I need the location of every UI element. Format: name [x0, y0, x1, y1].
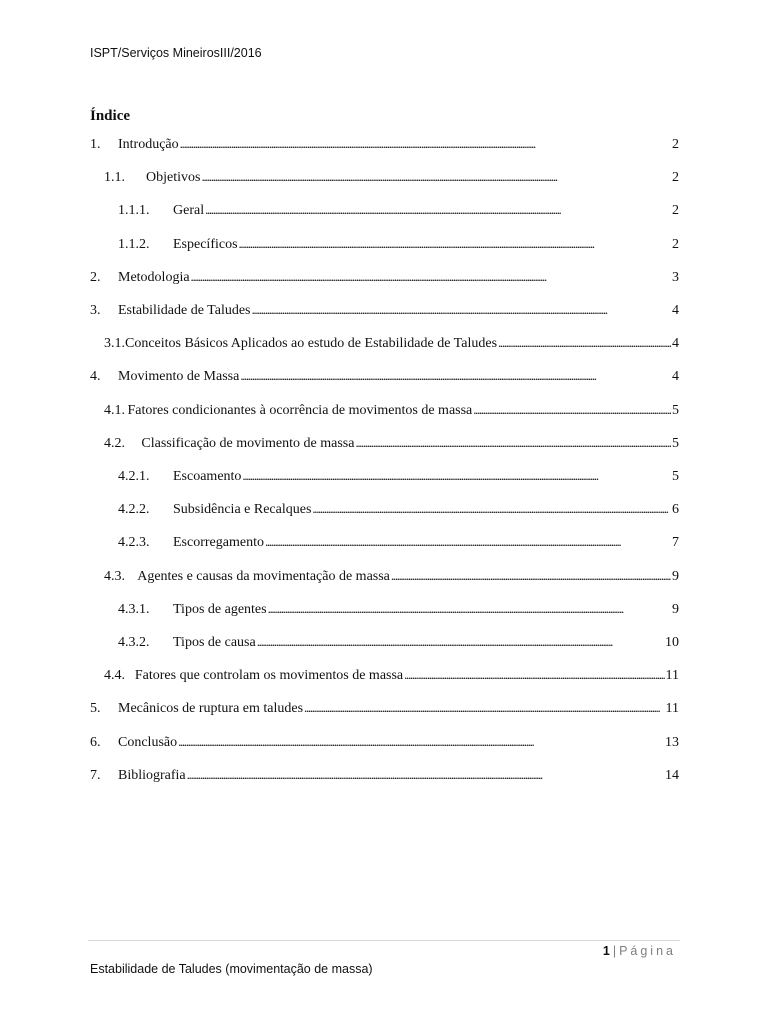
- toc-entry-label: Fatores condicionantes à ocorrência de movimentos de massa: [127, 402, 473, 418]
- toc-entry-page: 14: [665, 767, 679, 783]
- toc-entry-number: 4.2.2.: [118, 502, 150, 518]
- toc-leader-dots: [498, 335, 671, 352]
- toc-entry[interactable]: [90, 302, 679, 320]
- toc-entry-number: 4.3.: [104, 568, 125, 584]
- toc-entry-page: 13: [665, 734, 679, 750]
- toc-entry-number: 1.: [90, 137, 101, 152]
- toc-entry-label: Específicos: [173, 236, 238, 252]
- toc-entry-label: Agentes e causas da movimentação de massa: [137, 568, 390, 584]
- toc-entry-page: 2: [672, 137, 679, 152]
- toc-entry-number: 5.: [90, 701, 101, 717]
- toc-entry-page: 2: [672, 203, 679, 219]
- toc-entry[interactable]: [90, 269, 679, 287]
- toc-entry-label: Escoamento: [173, 469, 242, 484]
- toc-entry-page: 5: [672, 402, 679, 418]
- toc-leader-dots: [404, 667, 664, 684]
- toc-entry-number: 4.4.: [104, 668, 125, 684]
- toc-entry-page: 3: [672, 269, 679, 285]
- toc-entry-page: 6: [672, 502, 679, 518]
- toc-entry-number: 1.1.1.: [118, 203, 150, 219]
- toc-entry-label: Objetivos: [146, 170, 201, 186]
- toc-entry-number: 4.1.: [104, 402, 125, 418]
- toc-entry[interactable]: [90, 368, 679, 386]
- toc-leader-dots: [240, 368, 671, 385]
- toc-entry[interactable]: [118, 634, 679, 652]
- toc-entry-number: 4.2.3.: [118, 535, 150, 551]
- toc-leader-dots: [187, 767, 664, 784]
- toc-entry-label: Classificação de movimento de massa: [141, 435, 355, 451]
- toc-entry[interactable]: [90, 136, 679, 154]
- toc-entry-page: 4: [672, 336, 679, 352]
- footer-divider: [88, 940, 680, 941]
- toc-entry-label: Fatores que controlam os movimentos de massa: [134, 668, 404, 684]
- toc-entry-label: Subsidência e Recalques: [173, 502, 312, 518]
- page-header: ISPT/Serviços MineirosIII/2016: [90, 46, 262, 60]
- toc-entry-page: 11: [665, 701, 679, 717]
- toc-entry-page: 4: [672, 369, 679, 385]
- toc-leader-dots: [257, 634, 664, 651]
- toc-entry-number: 4.2.: [104, 435, 125, 451]
- toc-entry[interactable]: [90, 767, 679, 785]
- toc-entry-page: 9: [672, 568, 679, 584]
- toc-entry-label: Tipos de agentes: [173, 601, 267, 617]
- toc-leader-dots: [265, 534, 671, 551]
- toc-entry-page: 2: [672, 236, 679, 252]
- page-number: [603, 944, 676, 958]
- toc-entry[interactable]: [104, 169, 679, 187]
- toc-entry-page: 2: [672, 170, 679, 186]
- toc-entry-number: 4.2.1.: [118, 469, 150, 484]
- toc-entry-page: 10: [665, 635, 679, 650]
- toc-entry-label: Bibliografia: [118, 767, 186, 783]
- page-number-separator: |: [612, 944, 617, 958]
- toc-entry-number: 7.: [90, 767, 101, 783]
- toc-entry[interactable]: [90, 734, 679, 752]
- toc-leader-dots: [391, 568, 671, 585]
- toc-entry[interactable]: [118, 601, 679, 619]
- toc-entry-page: 11: [665, 668, 679, 684]
- page-word: Página: [619, 944, 676, 958]
- toc-entry[interactable]: [118, 501, 679, 519]
- toc-entry-number: 3.: [90, 303, 101, 318]
- toc-entry-label: Metodologia: [118, 269, 190, 285]
- toc-leader-dots: [242, 468, 671, 485]
- toc-entry-label: Introdução: [118, 137, 179, 152]
- toc-entry[interactable]: [118, 468, 679, 486]
- toc-entry-page: 4: [672, 303, 679, 318]
- toc-entry[interactable]: [104, 568, 679, 586]
- toc-entry-number: 4.3.1.: [118, 601, 150, 617]
- toc-entry-label: Conceitos Básicos Aplicados ao estudo de Estabilidade de Taludes: [125, 336, 498, 352]
- toc-entry-number: 1.1.2.: [118, 236, 150, 252]
- toc-leader-dots: [180, 136, 671, 153]
- toc-entry-label: Mecânicos de ruptura em taludes: [118, 701, 304, 717]
- toc-entry[interactable]: [118, 534, 679, 552]
- toc-entry[interactable]: [104, 335, 679, 353]
- toc-leader-dots: [355, 435, 671, 452]
- toc-leader-dots: [473, 402, 671, 419]
- toc-entry-label: Tipos de causa: [173, 635, 256, 650]
- page-footer: Estabilidade de Taludes (movimentação de massa): [90, 962, 373, 976]
- toc-entry-label: Estabilidade de Taludes: [118, 303, 251, 318]
- toc-entry-number: 6.: [90, 734, 101, 750]
- toc-entry-page: 9: [672, 601, 679, 617]
- toc-entry-label: Movimento de Massa: [118, 369, 240, 385]
- toc-entry-page: 5: [672, 435, 679, 451]
- page-number-value: 1: [602, 944, 610, 958]
- toc-leader-dots: [178, 734, 664, 751]
- toc-entry-number: 4.3.2.: [118, 635, 150, 650]
- toc-leader-dots: [252, 302, 671, 319]
- toc-entry-page: 5: [672, 469, 679, 484]
- toc-leader-dots: [304, 700, 664, 717]
- toc-title: Índice: [90, 108, 131, 124]
- toc-leader-dots: [191, 269, 671, 286]
- toc-entry[interactable]: [104, 435, 679, 453]
- toc-leader-dots: [239, 236, 671, 253]
- toc-leader-dots: [268, 601, 671, 618]
- toc-leader-dots: [205, 202, 671, 219]
- toc-entry[interactable]: [104, 402, 679, 420]
- toc-entry-page: 7: [672, 535, 679, 551]
- toc-entry-label: Conclusão: [118, 734, 178, 750]
- toc-entry-label: Escorregamento: [173, 535, 264, 551]
- toc-entry-number: 1.1.: [104, 170, 125, 186]
- toc-entry-label: Geral: [173, 203, 205, 219]
- toc-leader-dots: [201, 169, 671, 186]
- toc-entry[interactable]: [104, 667, 679, 685]
- toc-entry[interactable]: [118, 202, 679, 220]
- toc-entry-number: 3.1.: [104, 336, 125, 352]
- toc-entry[interactable]: [90, 700, 679, 718]
- toc-entry-number: 4.: [90, 369, 101, 385]
- toc-entry[interactable]: [118, 236, 679, 254]
- toc-entry-number: 2.: [90, 269, 101, 285]
- toc-leader-dots: [312, 501, 671, 518]
